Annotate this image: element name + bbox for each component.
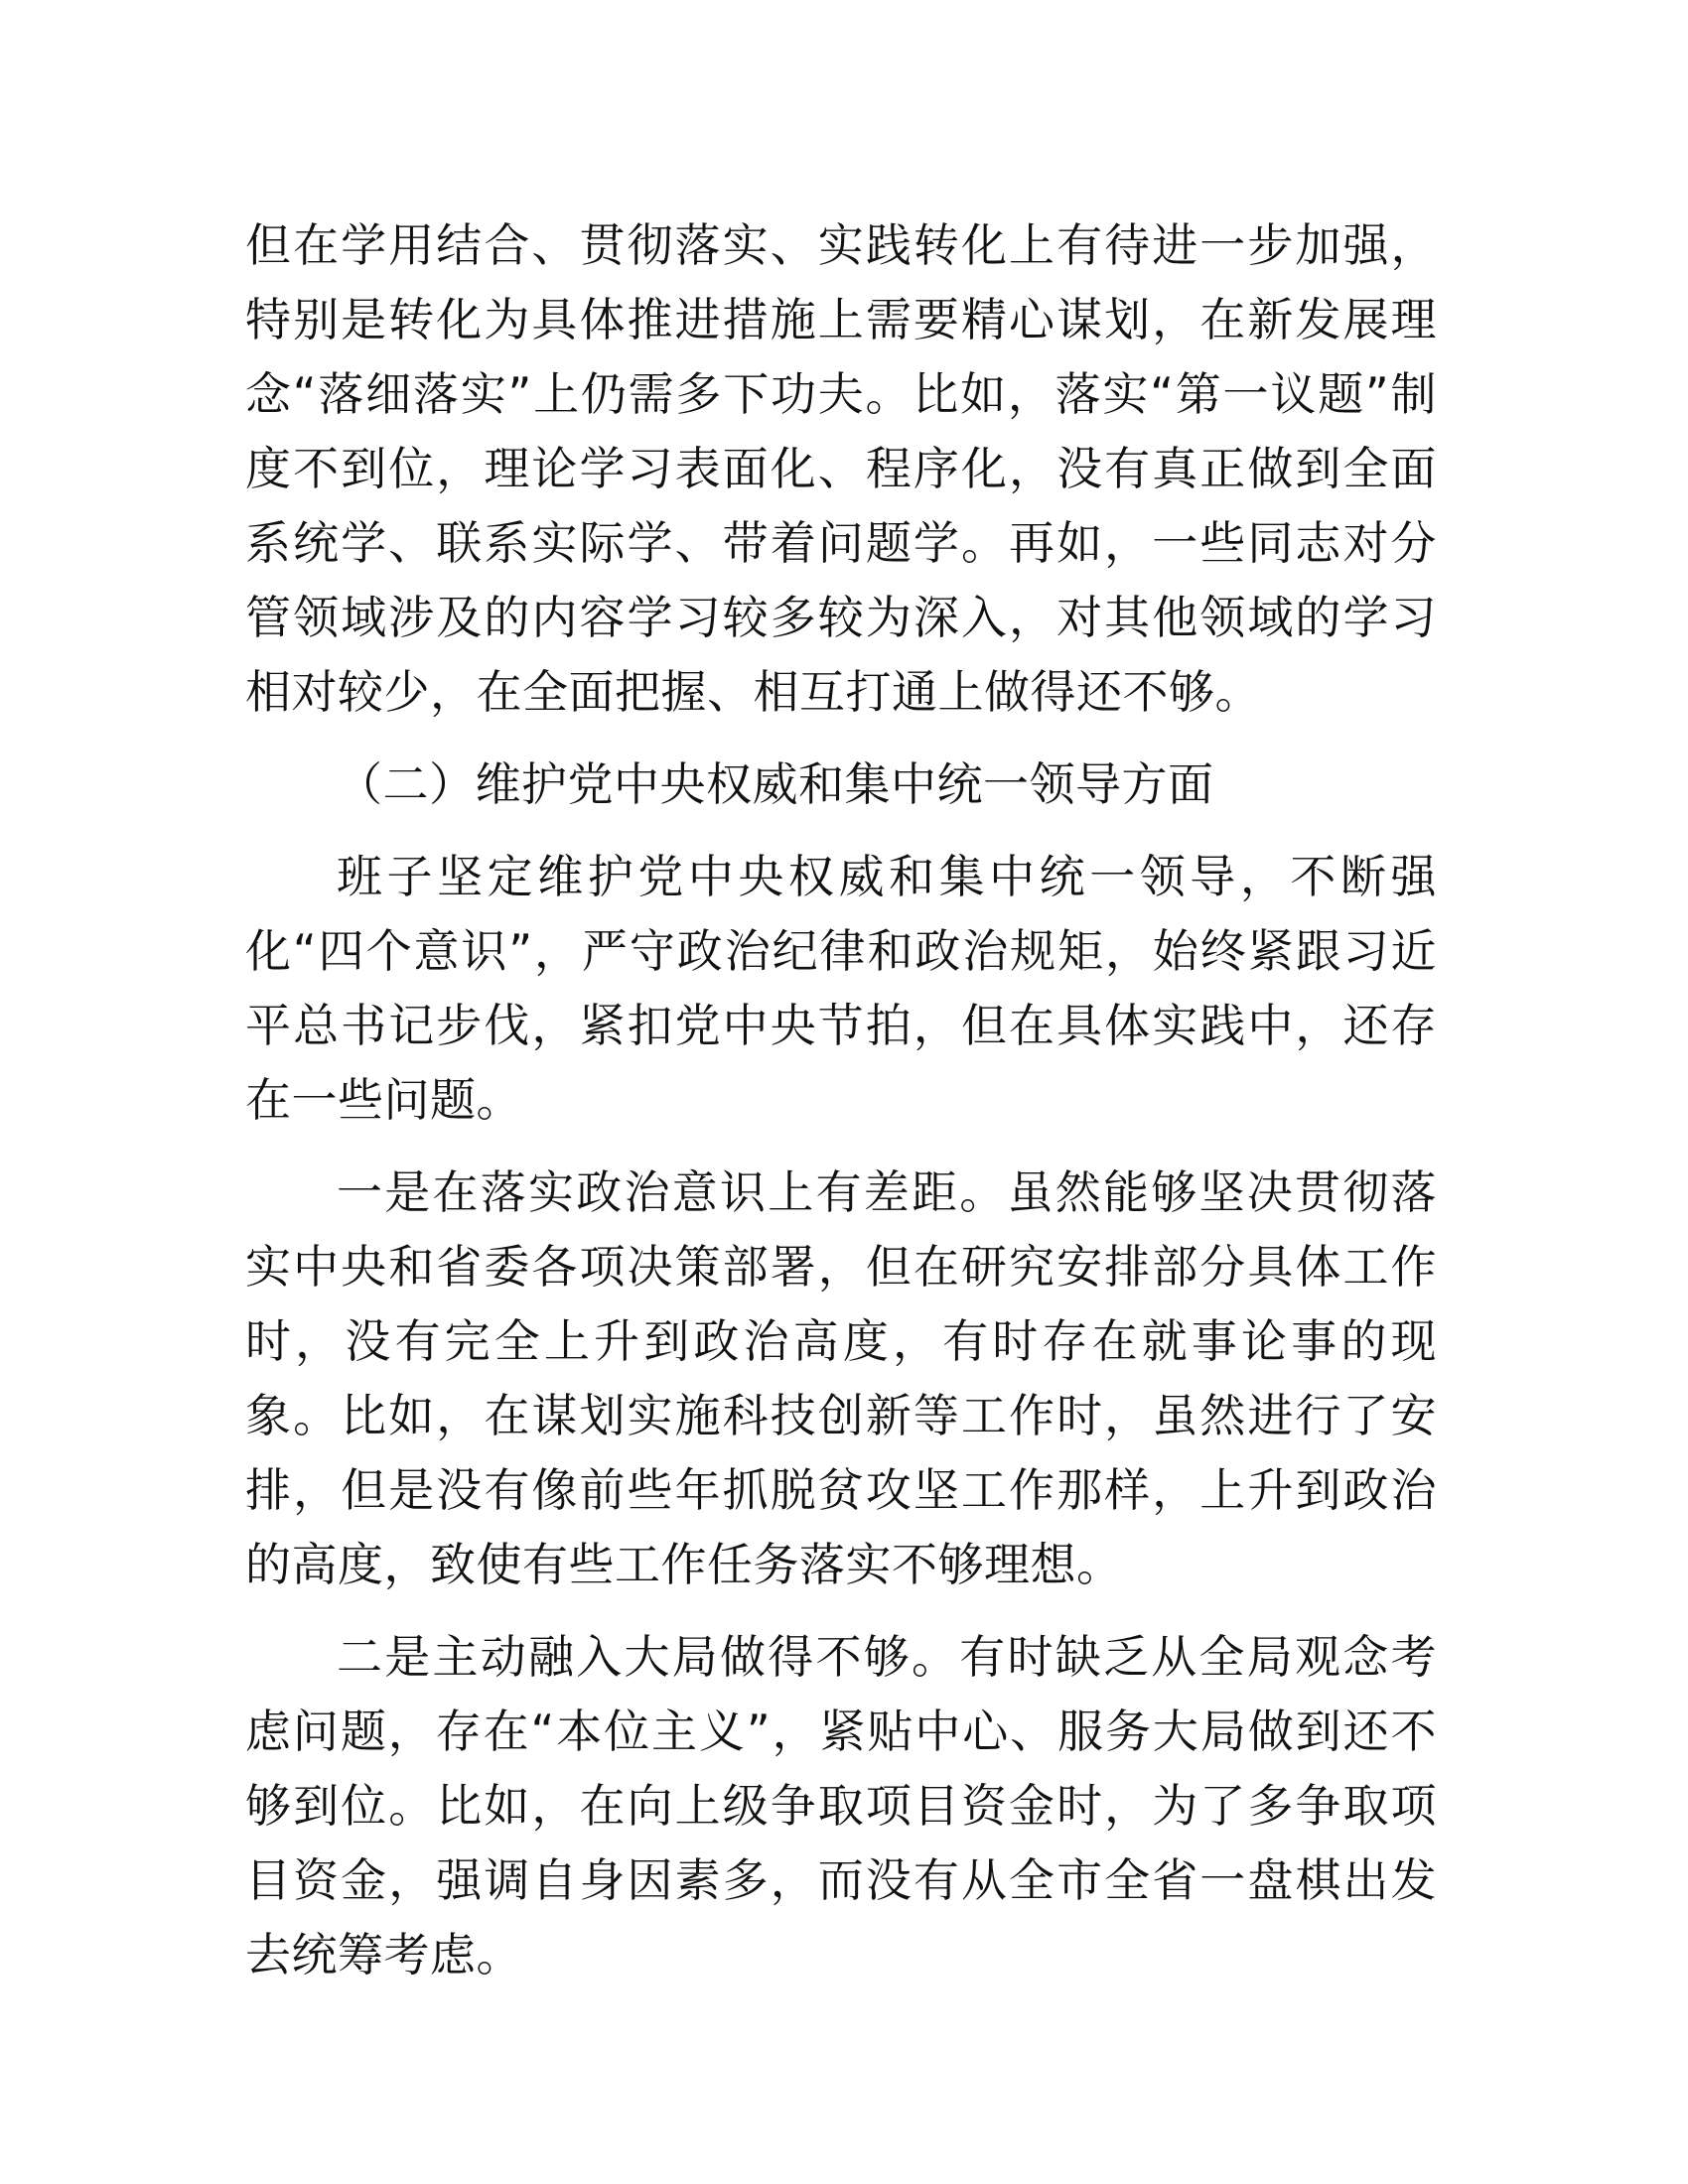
paragraph-section-intro: 班子坚定维护党中央权威和集中统一领导，不断强化“四个意识”，严守政治纪律和政治规矩，始终紧跟习近平总书记步伐，紧扣党中央节拍，但在具体实践中，还存在一些问题。: [245, 850, 1437, 1127]
paragraph-point-one: 一是在落实政治意识上有差距。虽然能够坚决贯彻落实中央和省委各项决策部署，但在研究安排部分具体工作时，没有完全上升到政治高度，有时存在就事论事的现象。比如，在谋划实施科技创新等工作时，虽然进行了安排，但是没有像前些年抓脱贫攻坚工作那样，上升到政治的高度，致使有些工作任务落实不够理想。: [245, 1165, 1437, 1591]
paragraph-continued-study-issues: 但在学用结合、贯彻落实、实践转化上有待进一步加强，特别是转化为具体推进措施上需要精心谋划，在新发展理念“落细落实”上仍需多下功夫。比如，落实“第一议题”制度不到位，理论学习表面化、程序化，没有真正做到全面系统学、联系实际学、带着问题学。再如，一些同志对分管领域涉及的内容学习较多较为深入，对其他领域的学习相对较少，在全面把握、相互打通上做得还不够。: [245, 218, 1437, 719]
document-body: [245, 208, 1437, 1992]
section-heading-2: （二）维护党中央权威和集中统一领导方面: [337, 757, 1214, 811]
paragraph-point-two: 二是主动融入大局做得不够。有时缺乏从全局观念考虑问题，存在“本位主义”，紧贴中心、服务大局做到还不够到位。比如，在向上级争取项目资金时，为了多争取项目资金，强调自身因素多，而没有从全市全省一盘棋出发去统筹考虑。: [245, 1630, 1437, 1981]
